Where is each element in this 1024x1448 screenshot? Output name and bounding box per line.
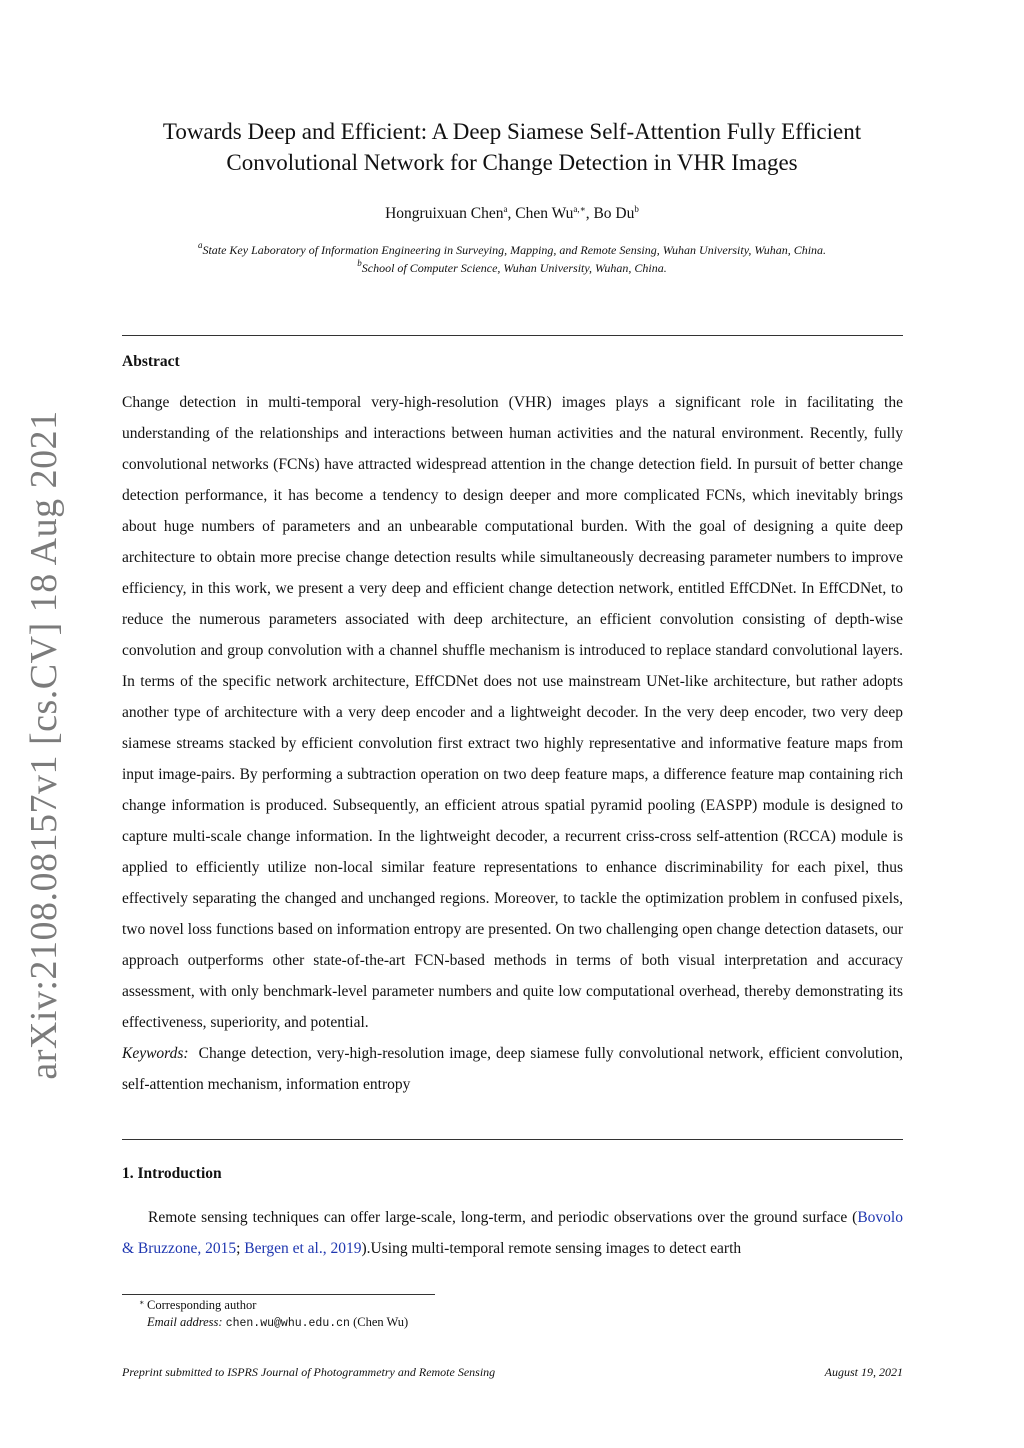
affiliation-text: School of Computer Science, Wuhan University, Wuhan, China. bbox=[361, 261, 667, 275]
footnote-email bbox=[147, 1314, 408, 1332]
email-owner: (Chen Wu) bbox=[353, 1315, 409, 1329]
keywords-label: Keywords: bbox=[122, 1045, 189, 1062]
abstract-bottom-rule bbox=[122, 1139, 903, 1140]
author-separator: , bbox=[585, 205, 594, 222]
citation-year: 2015 bbox=[205, 1240, 237, 1257]
affiliation-line bbox=[122, 241, 902, 259]
affiliations bbox=[122, 241, 902, 277]
section-heading-introduction: 1. Introduction bbox=[122, 1165, 222, 1182]
keywords-text: Change detection, very-high-resolution image, deep siamese fully convolutional network, efficient convolution, self-attention mechanism, information entropy bbox=[122, 1045, 904, 1093]
abstract-top-rule bbox=[122, 335, 903, 336]
citation-link[interactable]: Bovolo & Bruzzone, 2015 bbox=[122, 1209, 903, 1257]
footnote-corresponding: Corresponding author bbox=[147, 1298, 257, 1312]
author-name: Chen Wu bbox=[515, 205, 574, 222]
citation-year: 2019 bbox=[330, 1240, 362, 1257]
footnote-mark: ∗ bbox=[139, 1298, 145, 1307]
paper-title bbox=[122, 116, 902, 178]
footnote bbox=[122, 1297, 408, 1332]
email-label: Email address: bbox=[147, 1315, 223, 1329]
email-address[interactable]: chen.wu@whu.edu.cn bbox=[225, 1317, 350, 1330]
title-line-1: Towards Deep and Efficient: A Deep Siamese Self-Attention Fully Efficient bbox=[162, 119, 862, 144]
footer-journal: Preprint submitted to ISPRS Journal of Photogrammetry and Remote Sensing bbox=[122, 1365, 496, 1379]
affiliation-mark: a bbox=[197, 240, 203, 250]
intro-text: ).Using multi-temporal remote sensing images to detect earth bbox=[361, 1240, 742, 1257]
author-name: Hongruixuan Chen bbox=[385, 205, 504, 222]
abstract-body bbox=[122, 387, 903, 1100]
citation-authors: Bergen et al. bbox=[244, 1240, 323, 1257]
author-affil-mark: a,∗ bbox=[573, 204, 586, 214]
footnote-rule bbox=[122, 1294, 435, 1295]
footer-date: August 19, 2021 bbox=[824, 1365, 903, 1379]
author-affil-mark: b bbox=[634, 204, 639, 214]
title-line-2: Convolutional Network for Change Detection in VHR Images bbox=[226, 150, 798, 175]
keywords bbox=[122, 1038, 903, 1100]
affiliation-mark: b bbox=[357, 258, 362, 268]
page-footer bbox=[122, 1365, 903, 1380]
citation-link[interactable]: Bergen et al., 2019 bbox=[244, 1240, 362, 1257]
affiliation-line bbox=[122, 259, 902, 277]
author-name: Bo Du bbox=[593, 205, 635, 222]
abstract-heading: Abstract bbox=[122, 353, 180, 370]
intro-text: Remote sensing techniques can offer large-scale, long-term, and periodic observations over the ground surface ( bbox=[148, 1209, 858, 1226]
introduction-paragraph: Remote sensing techniques can offer large-scale, long-term, and periodic observations over the ground surface (Bovolo & Bruzzone, 2015; Bergen et al., 2019).Using multi-temporal remote sensing images to detect earth bbox=[122, 1209, 903, 1257]
author-list bbox=[122, 205, 902, 223]
author-separator: , bbox=[507, 205, 516, 222]
citation-authors: Bovolo & Bruzzone bbox=[122, 1209, 903, 1257]
affiliation-text: State Key Laboratory of Information Engineering in Surveying, Mapping, and Remote Sensing, Wuhan University, Wuhan, China. bbox=[202, 243, 827, 257]
abstract-text: Change detection in multi-temporal very-high-resolution (VHR) images plays a significant role in facilitating the understanding of the relationships and interactions between human activities and the natural environment. Recently, fully convolutional networks (FCNs) have attracted widespread attention in the change detection field. In pursuit of better change detection performance, it has become a tendency to design deeper and more complicated FCNs, which inevitably brings about huge numbers of parameters and an unbearable computational burden. With the goal of designing a quite deep architecture to obtain more precise change detection results while simultaneously decreasing parameter numbers to improve efficiency, in this work, we present a very deep and efficient change detection network, entitled EffCDNet. In EffCDNet, to reduce the numerous parameters associated with deep architecture, an efficient convolution consisting of depth-wise convolution and group convolution with a channel shuffle mechanism is introduced to replace standard convolutional layers. In terms of the specific network architecture, EffCDNet does not use mainstream UNet-like architecture, but rather adopts another type of architecture with a very deep encoder and a lightweight decoder. In the very deep encoder, two very deep siamese streams stacked by efficient convolution first extract two highly representative and informative feature maps from input image-pairs. By performing a subtraction operation on two deep feature maps, a difference feature map containing rich change information is produced. Subsequently, an efficient atrous spatial pyramid pooling (EASPP) module is designed to capture multi-scale change information. In the lightweight decoder, a recurrent criss-cross self-attention (RCCA) module is applied to efficiently utilize non-local similar feature representations to enhance discriminability for each pixel, thus effectively separating the changed and unchanged regions. Moreover, to tackle the optimization problem in confused pixels, two novel loss functions based on information entropy are presented. On two challenging open change detection datasets, our approach outperforms other state-of-the-art FCN-based methods in terms of both visual interpretation and accuracy assessment, with only benchmark-level parameter numbers and quite low computational overhead, thereby demonstrating its effectiveness, superiority, and potential. bbox=[122, 394, 903, 1031]
author-affil-mark: a bbox=[503, 204, 508, 214]
arxiv-identifier: arXiv:2108.08157v1 [cs.CV] 18 Aug 2021 bbox=[23, 410, 65, 1080]
